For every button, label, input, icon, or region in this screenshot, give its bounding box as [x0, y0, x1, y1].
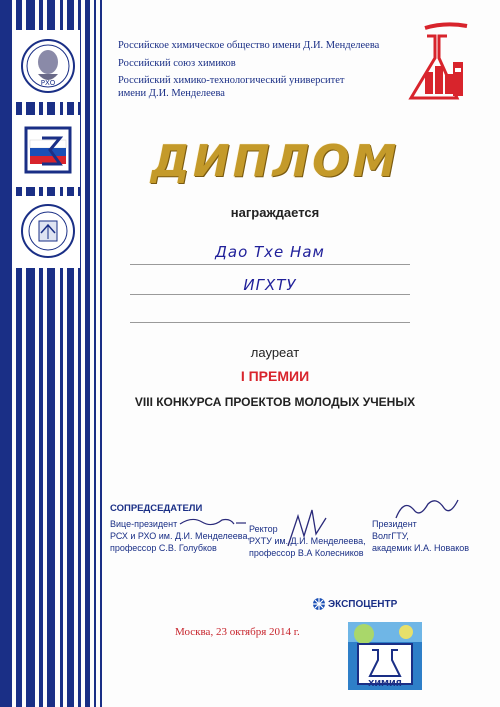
contest-title: VIII КОНКУРСА ПРОЕКТОВ МОЛОДЫХ УЧЕНЫХ [134, 395, 416, 409]
signature-kolesnikov [282, 506, 330, 550]
recipient-name-line [130, 264, 410, 265]
rho-mendeleev-logo [20, 38, 76, 94]
co-chairs-label: СОПРЕДСЕДАТЕЛИ [110, 503, 203, 514]
university-seal-logo [20, 203, 76, 259]
recipient-name: Дао Тхе Нам [215, 243, 325, 261]
signatory-org: РСХ и РХО им. Д.И. Менделеева, [110, 531, 250, 541]
expocentre-logo-text: ЭКСПОЦЕНТР [328, 599, 398, 610]
prize-label: I ПРЕМИИ [240, 368, 310, 384]
org-rho: Российское химическое общество имени Д.И. Менделеева [118, 40, 380, 51]
org-union-of-chemists: Российский союз химиков [118, 58, 236, 69]
expocentre-icon [312, 597, 326, 611]
signatory-title: Президент [372, 519, 417, 529]
signatory-name: профессор В.А Колесников [249, 548, 364, 558]
signatory-title: Вице-президент [110, 519, 178, 529]
flask-factory-icon [405, 22, 471, 108]
laureate-label: лауреат [250, 345, 300, 360]
chemistry-exhibition-logo [348, 622, 422, 690]
awarded-label: награждается [230, 205, 320, 220]
signature-golubkov [178, 510, 248, 532]
signatory-name: академик И.А. Новаков [372, 543, 470, 553]
org-university-line2: имени Д.И. Менделеева [118, 88, 225, 99]
recipient-org-line [130, 294, 410, 295]
svg-text:ХИМИЯ: ХИМИЯ [368, 679, 402, 688]
signatory-org: ВолгГТУ, [372, 531, 409, 541]
signature-novakov [392, 494, 462, 526]
org-university-line1: Российский химико-технологический университет [118, 75, 345, 86]
signatory-title: Ректор [249, 524, 278, 534]
union-of-chemists-logo [20, 122, 76, 178]
decorative-stripes [0, 0, 110, 707]
recipient-organization: ИГХТУ [243, 276, 297, 294]
signatory-org: РХТУ им. Д.И. Менделеева, [249, 536, 366, 546]
signatory-name: профессор С.В. Голубков [110, 543, 217, 553]
blank-line [130, 322, 410, 323]
svg-text:РХО: РХО [40, 79, 56, 87]
place-and-date: Москва, 23 октября 2014 г. [175, 626, 300, 638]
diploma-title: ДИПЛОМ [150, 136, 400, 187]
